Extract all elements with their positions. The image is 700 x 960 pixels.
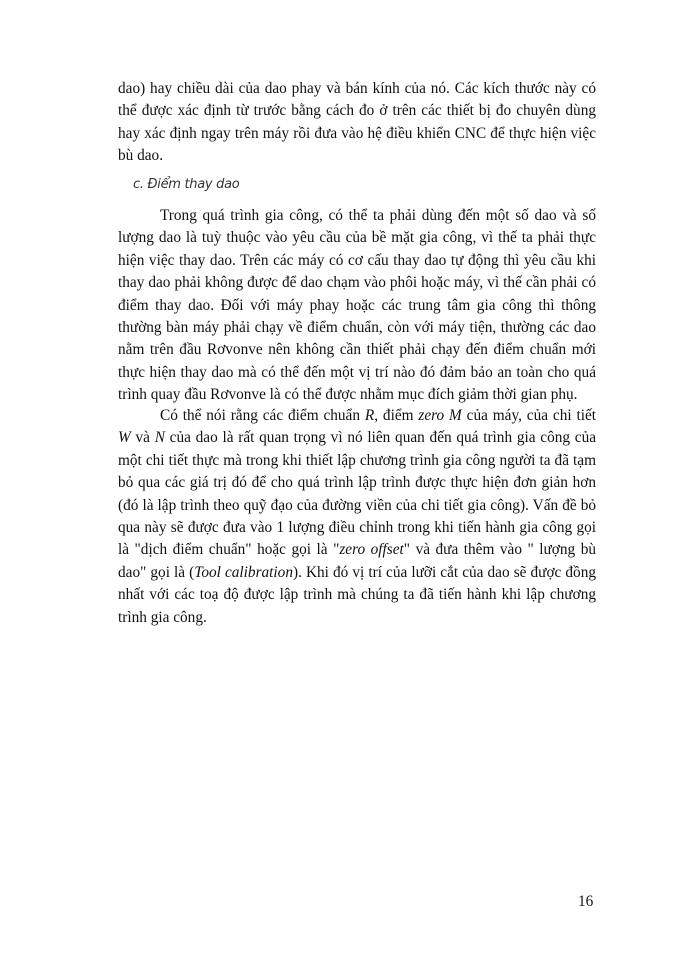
text-run: Có thể nói rằng các điểm chuẩn bbox=[160, 407, 365, 424]
italic-term-n: N bbox=[154, 429, 165, 447]
intro-paragraph bbox=[118, 78, 596, 168]
text-run: , điểm bbox=[374, 407, 419, 424]
italic-term-zero-offset: zero offset bbox=[339, 541, 404, 559]
italic-term-zero-m: zero M bbox=[418, 407, 462, 424]
page-number: 16 bbox=[578, 893, 594, 910]
text-run: của dao là rất quan trọng vì nó liên quan đến quá trình gia công của một chi tiết thực mà trong khi thiết lập chương trình gia công người ta đã tạm bỏ qua các giá trị đó để cho quá trình lập trình được thực hiện đơn giản hơn (đó là lập trình theo quỹ đạo của đường viền của chi tiết gia công). Vấn đề bỏ qua này sẽ được đưa vào 1 lượng điều chỉnh trong khi tiến hành gia công gọi là "dịch điểm chuẩn" hoặc gọi là " bbox=[118, 429, 597, 559]
intro-paragraph-text: dao) hay chiều dài của dao phay và bán kính của nó. Các kích thước này có thể được xác định từ trước bằng cách đo ở trên các thiết bị đo chuyên dùng hay xác định ngay trên máy rồi đưa vào hệ điều khiển CNC để thực hiện việc bù dao. bbox=[118, 80, 596, 165]
section-heading: c. Điểm thay dao bbox=[133, 177, 240, 192]
text-run: và bbox=[130, 429, 155, 447]
italic-term-w: W bbox=[118, 429, 131, 447]
italic-term-r: R bbox=[364, 407, 375, 424]
paragraph-tool-change bbox=[118, 205, 596, 407]
paragraph-reference-points bbox=[118, 405, 596, 629]
paragraph-reference-points-text bbox=[118, 405, 596, 629]
text-run: " và đưa thêm vào " lượng bù dao" gọi là ( bbox=[118, 541, 597, 581]
text-run: ). Khi đó vị trí của lưỡi cắt của dao sẽ được đồng nhất với các toạ độ được lập trình mà chúng ta đã tiến hành khi lập chương trình gia công. bbox=[118, 563, 597, 626]
italic-term-tool-calibration: Tool calibration bbox=[194, 563, 293, 581]
paragraph-tool-change-text: Trong quá trình gia công, có thể ta phải dùng đến một số dao và số lượng dao là tuỳ thuộc vào yêu cầu của bề mặt gia công, vì thế ta phải thực hiện việc thay dao. Trên các máy có cơ cấu thay dao tự động thì yêu cầu khi thay dao phải không được để dao chạm vào phôi hoặc máy, vì thế cần phải có điểm thay dao. Đối với máy phay hoặc các trung tâm gia công thì thông thường bàn máy phải chạy về điểm chuẩn, còn với máy tiện, thường các dao nằm trên đầu Rơvonve nên không cần thiết phải chạy đến điểm chuẩn mới thực hiện thay dao mà có thể đến một vị trí nào đó đảm bảo an toàn cho quá trình quay đầu Rơvonve là có thể được nhằm mục đích giảm thời gian phụ. bbox=[118, 207, 596, 404]
text-run: của máy, của chi tiết bbox=[461, 407, 597, 424]
